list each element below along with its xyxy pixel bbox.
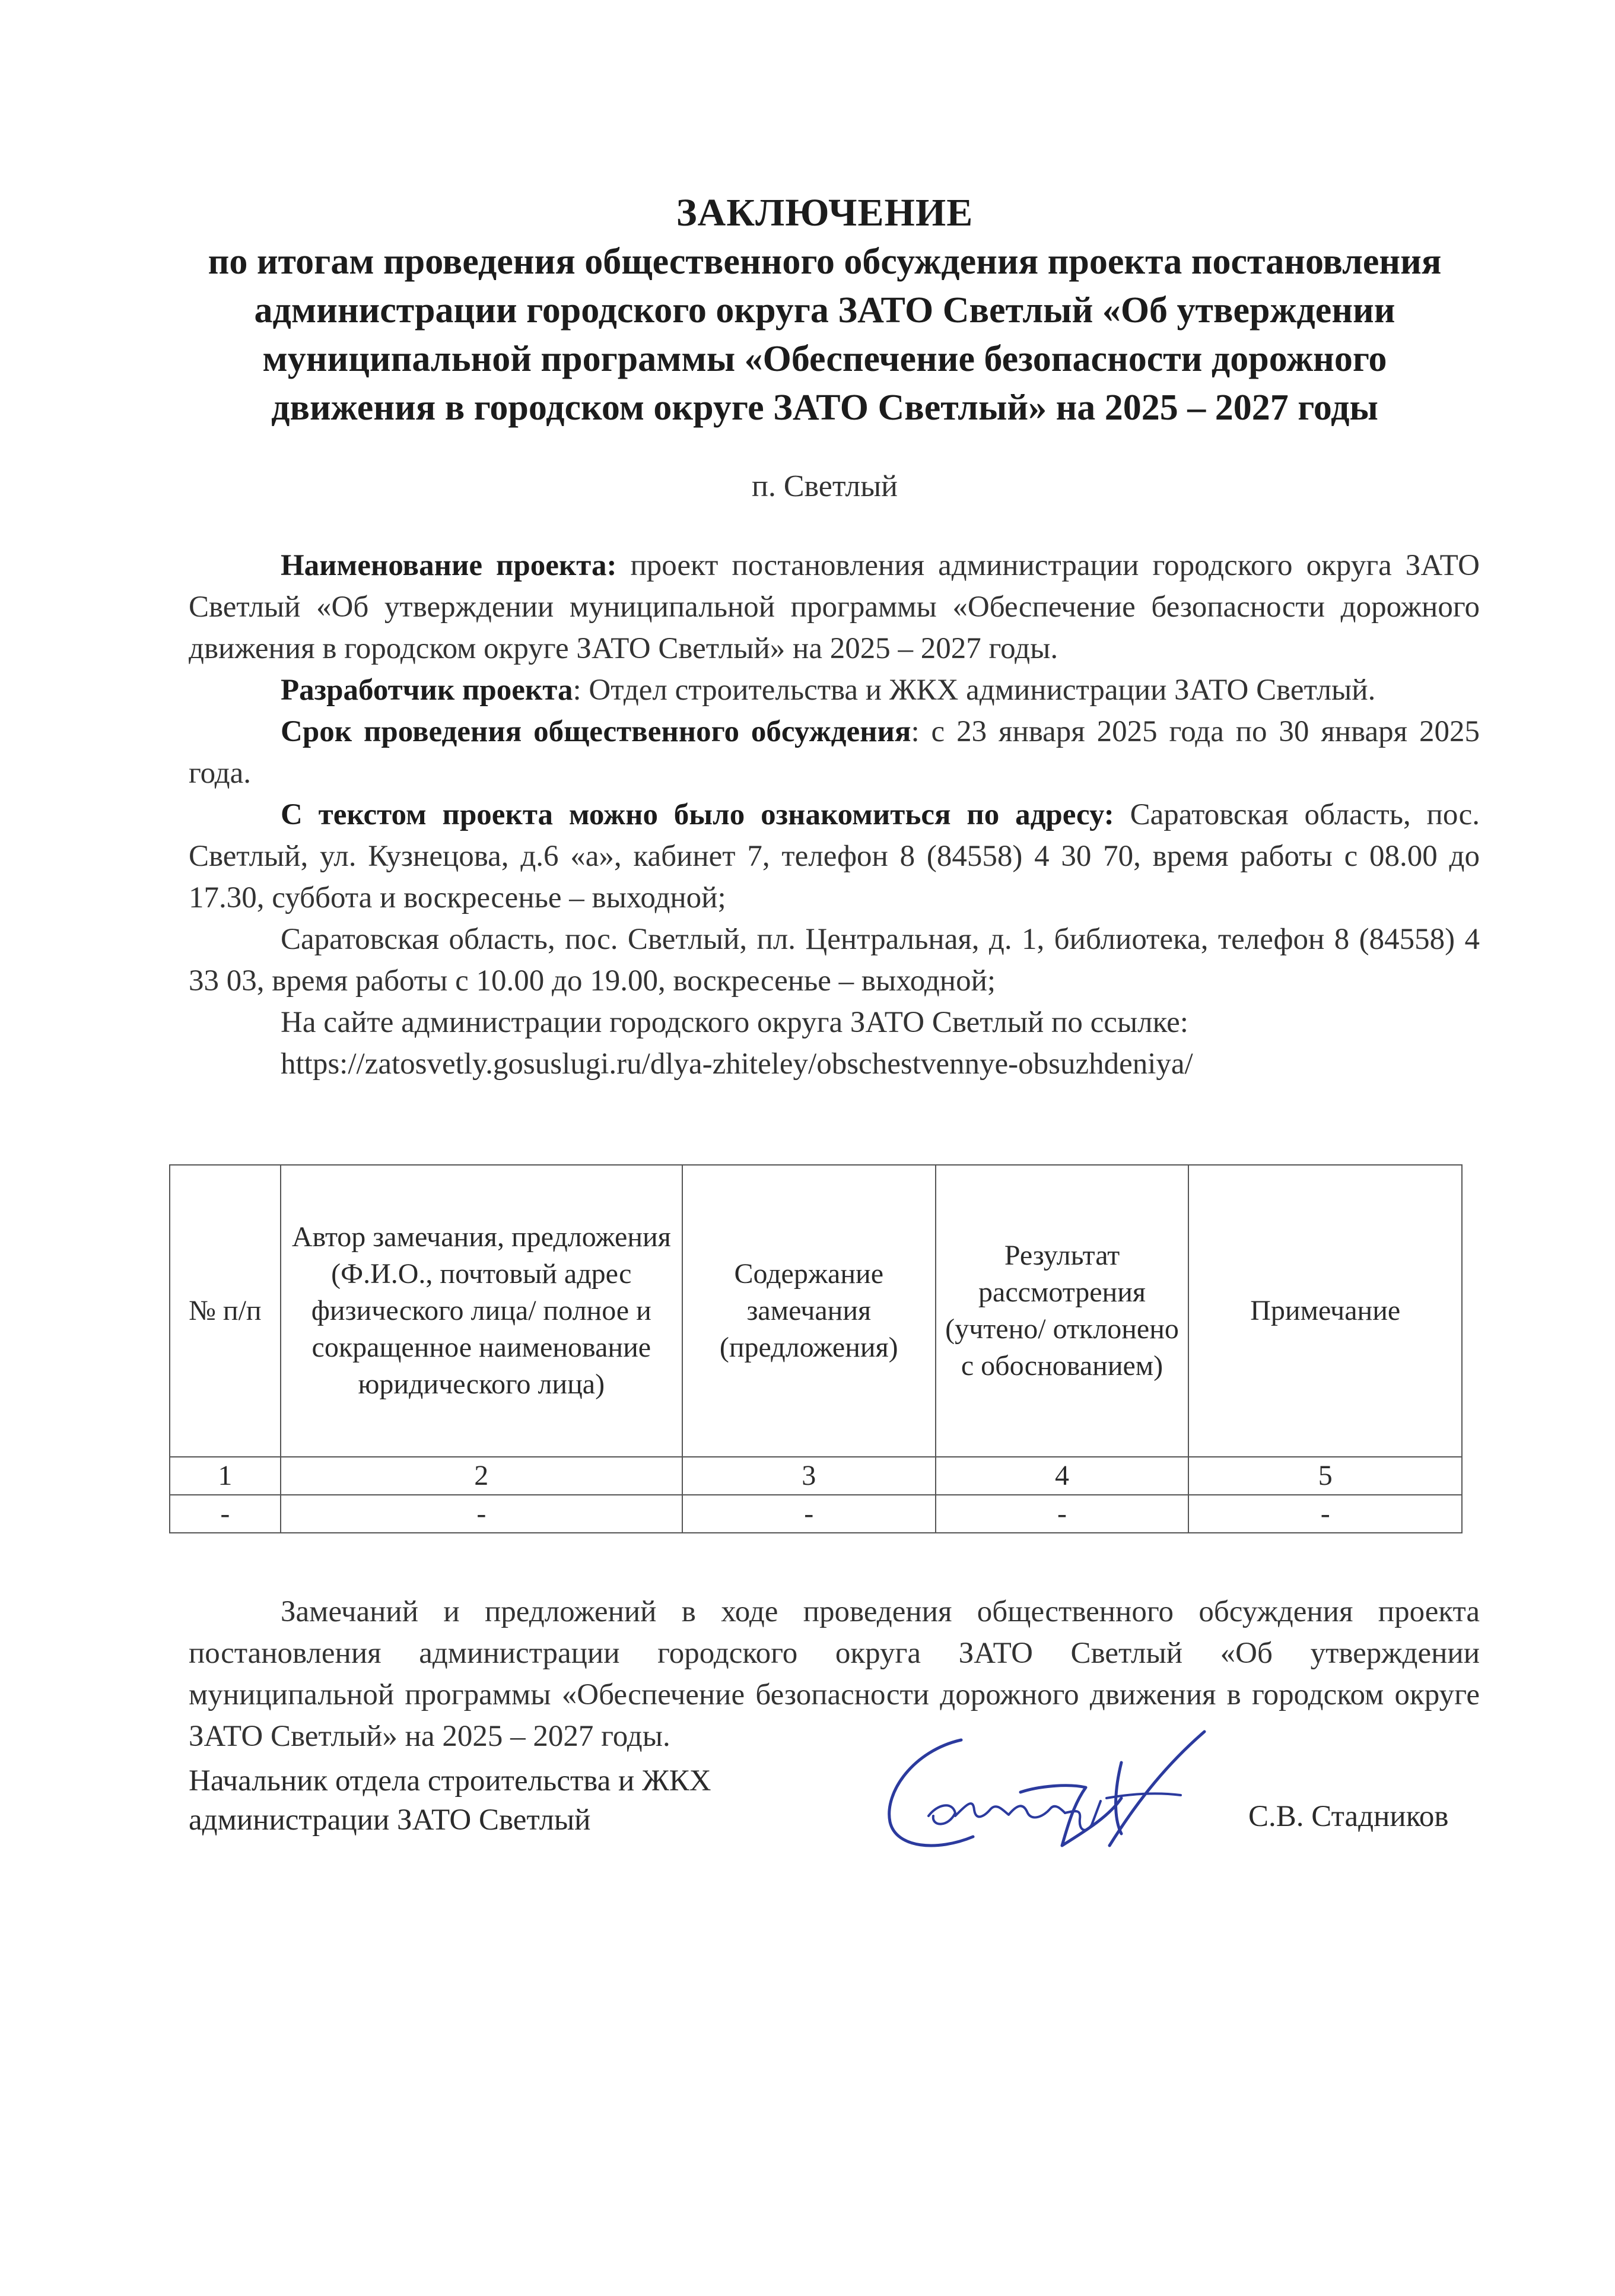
document-subtitle-line: по итогам проведения общественного обсуждения проекта постановления bbox=[208, 242, 1442, 282]
table-cell: 1 bbox=[170, 1457, 281, 1495]
signer-position bbox=[189, 1761, 711, 1840]
project-developer-label: Разработчик проекта bbox=[281, 674, 573, 707]
table-header-content: Содержание замечания (предложения) bbox=[682, 1165, 936, 1457]
document-subtitle-line: муниципальной программы «Обеспечение безопасности дорожного bbox=[262, 339, 1387, 379]
table-cell: - bbox=[936, 1495, 1189, 1533]
remarks-table bbox=[169, 1164, 1463, 1533]
table-cell: - bbox=[281, 1495, 682, 1533]
project-address-label: С текстом проекта можно было ознакомиться по адресу: bbox=[281, 798, 1114, 831]
table-header-result: Результат рассмотрения (учтено/ отклонено с обоснованием) bbox=[936, 1165, 1189, 1457]
discussion-period-value: : с 23 января 2025 года по 30 января 2025 года. bbox=[189, 715, 1480, 790]
table-row bbox=[170, 1457, 1462, 1495]
website-url: https://zatosvetly.gosuslugi.ru/dlya-zhiteley/obschestvennye-obsuzhdeniya/ bbox=[281, 1047, 1193, 1081]
table-cell: 4 bbox=[936, 1457, 1189, 1495]
project-developer-paragraph bbox=[189, 669, 1480, 711]
project-details bbox=[189, 545, 1480, 1085]
table-header-note: Примечание bbox=[1188, 1165, 1462, 1457]
discussion-period-label: Срок проведения общественного обсуждения bbox=[281, 715, 911, 748]
document-header bbox=[178, 189, 1471, 432]
discussion-period-paragraph bbox=[189, 711, 1480, 794]
document-subtitle-line: движения в городском округе ЗАТО Светлый» на 2025 – 2027 годы bbox=[271, 388, 1378, 428]
project-address-paragraph bbox=[189, 794, 1480, 919]
website-intro-paragraph: На сайте администрации городского округа ЗАТО Светлый по ссылке: bbox=[281, 1006, 1188, 1039]
document-subtitle-line: администрации городского округа ЗАТО Светлый «Об утверждении bbox=[254, 290, 1395, 331]
signer-position-line: Начальник отдела строительства и ЖКХ bbox=[189, 1764, 711, 1798]
project-name-value: проект постановления администрации городского округа ЗАТО Светлый «Об утверждении муниципальной программы «Обеспечение безопасности дорожного движения в городском округе ЗАТО Светлый» на 2025 – 2027 годы. bbox=[189, 549, 1480, 665]
handwritten-signature bbox=[872, 1727, 1222, 1863]
conclusion-paragraph: Замечаний и предложений в ходе проведения общественного обсуждения проекта постановления администрации городского округа ЗАТО Светлый «Об утверждении муниципальной программы «Обеспечение безопасности дорожного движения в городском округе ЗАТО Светлый» на 2025 – 2027 годы. bbox=[189, 1595, 1480, 1753]
table-header-author: Автор замечания, предложения (Ф.И.О., почтовый адрес физического лица/ полное и сокращенное наименование юридического лица) bbox=[281, 1165, 682, 1457]
signer-name: С.В. Стадников bbox=[1248, 1800, 1449, 1833]
table-cell: - bbox=[170, 1495, 281, 1533]
signer-position-line: администрации ЗАТО Светлый bbox=[189, 1803, 591, 1837]
table-cell: 2 bbox=[281, 1457, 682, 1495]
project-developer-value: : Отдел строительства и ЖКХ администрации ЗАТО Светлый. bbox=[573, 674, 1376, 707]
table-header-row bbox=[170, 1165, 1462, 1457]
table-cell: - bbox=[1188, 1495, 1462, 1533]
table-row bbox=[170, 1495, 1462, 1533]
table-cell: 5 bbox=[1188, 1457, 1462, 1495]
table-cell: 3 bbox=[682, 1457, 936, 1495]
library-address-paragraph: Саратовская область, пос. Светлый, пл. Центральная, д. 1, библиотека, телефон 8 (84558) 4 33 03, время работы с 10.00 до 19.00, воскресенье – выходной; bbox=[189, 923, 1480, 998]
table-header-number: № п/п bbox=[170, 1165, 281, 1457]
project-name-label: Наименование проекта: bbox=[281, 549, 617, 582]
project-address-value: Саратовская область, пос. Светлый, ул. Кузнецова, д.6 «а», кабинет 7, телефон 8 (84558) 4 30 70, время работы с 08.00 до 17.30, суббота и воскресенье – выходной; bbox=[189, 798, 1480, 914]
document-place: п. Светлый bbox=[752, 469, 898, 503]
table-cell: - bbox=[682, 1495, 936, 1533]
project-name-paragraph bbox=[189, 545, 1480, 669]
document-title: ЗАКЛЮЧЕНИЕ bbox=[676, 191, 974, 234]
